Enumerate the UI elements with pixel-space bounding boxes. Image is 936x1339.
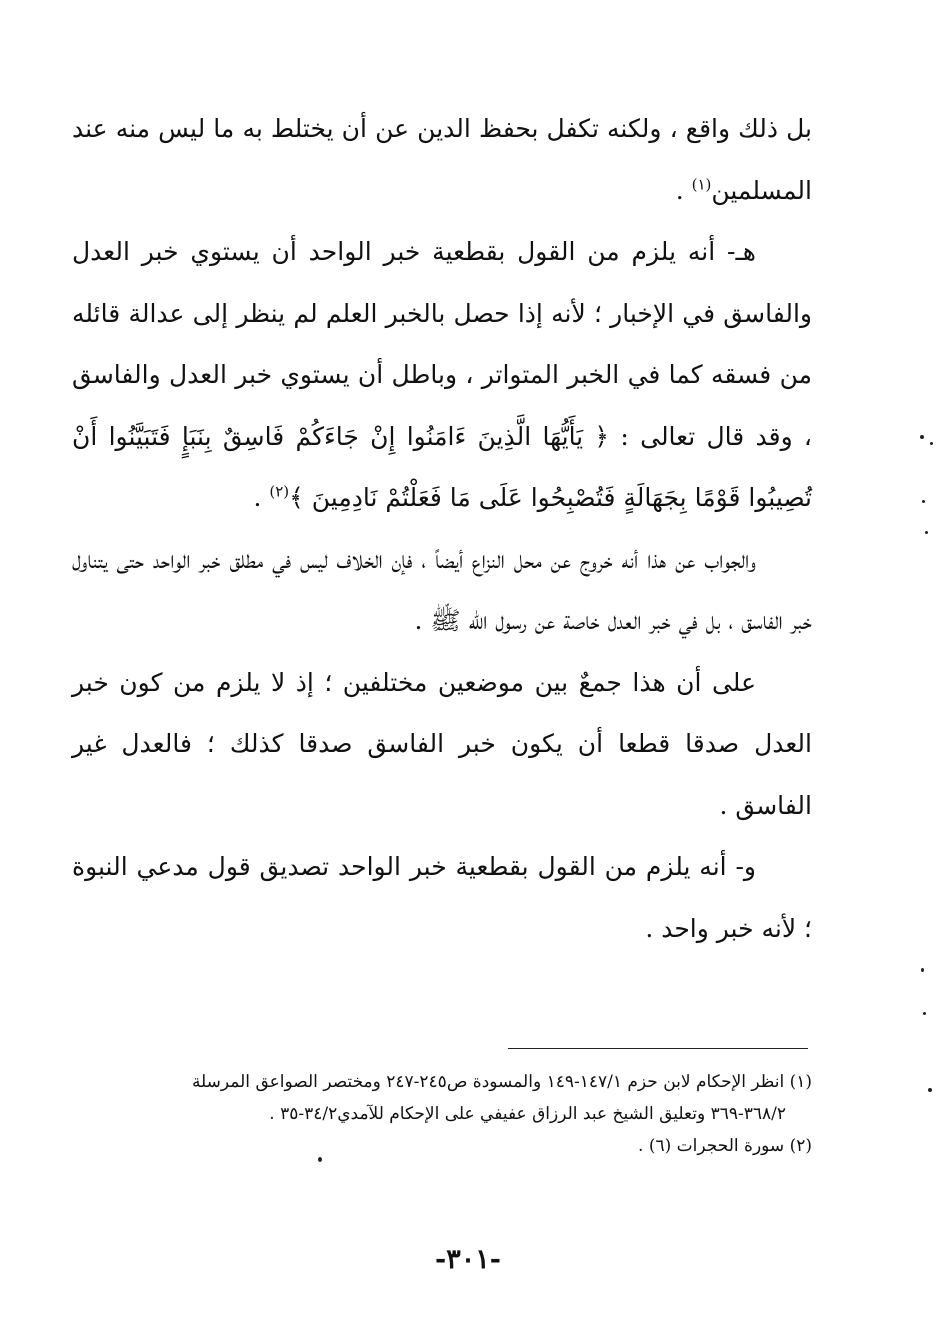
main-text [72, 98, 812, 959]
scan-speck [925, 531, 928, 534]
footnote-1: (١) انظر الإحكام لابن حزم ١٤٧/١-١٤٩ والمسودة ص٢٤٥-٢٤٧ ومختصر الصواعق المرسلة [191, 1072, 812, 1092]
footnote-1-continued: ٣٦٨/٢-٣٦٩ وتعليق الشيخ عبد الرزاق عفيفي على الإحكام للآمدي٣٤/٢-٣٥ . [269, 1104, 786, 1124]
paragraph-3: والجواب عن هذا أنه خروج عن محل النزاع أيضاً ، فإن الخلاف ليس في مطلق خبر الواحد حتى يتناول خبر الفاسق ، بل في خبر العدل خاصة عن رسول الله ﷺ . [72, 544, 812, 635]
footnote-ref-2: (٢) [269, 482, 290, 501]
quran-verse: ﴿ يَأَيُّهَا الَّذِينَ ءَامَنُوا إِنْ جَاءَكُمْ فَاسِقٌ بِنَبَإٍ فَتَبَيَّنُوا أَنْ تُصِيبُوا قَوْمًا بِجَهَالَةٍ فَتُصْبِحُوا عَلَى مَا فَعَلْتُمْ نَادِمِينَ ﴾ [72, 421, 812, 512]
page-number: -٣٠١- [435, 1244, 501, 1275]
paragraph-1: بل ذلك واقع ، ولكنه تكفل بحفظ الدين عن أن يختلط به ما ليس منه عند المسلمين$^{(١)}$ . [72, 114, 812, 205]
footnote-ref-1: (١) [691, 175, 712, 194]
footnote-separator [508, 1048, 808, 1049]
paragraph-5: و- أنه يلزم من القول بقطعية خبر الواحد تصديق قول مدعي النبوة ؛ لأنه خبر واحد . [72, 852, 812, 943]
footnotes [66, 1066, 812, 1162]
scan-speck [318, 1157, 322, 1162]
scan-speck [930, 442, 933, 445]
scan-speck [923, 1012, 926, 1015]
scan-speck [922, 500, 925, 503]
paragraph-2: هـ- أنه يلزم من القول بقطعية خبر الواحد أن يستوي خبر العدل والفاسق في الإخبار ؛ لأنه إذا حصل بالخبر العلم لم ينظر إلى عدالة قائله من فسقه كما في الخبر المتواتر ، وباطل أن يستوي خبر العدل والفاسق ، وقد قال تعالى : ﴿ يَأَيُّهَا الَّذِينَ ءَامَنُوا إِنْ جَاءَكُمْ فَاسِقٌ بِنَبَإٍ فَتَبَيَّنُوا أَنْ تُصِيبُوا قَوْمًا بِجَهَالَةٍ فَتُصْبِحُوا عَلَى مَا فَعَلْتُمْ نَادِمِينَ ﴾$^{(٢)}$ . [72, 237, 813, 512]
scan-speck [920, 435, 924, 439]
scan-speck [921, 968, 924, 972]
footnote-2: (٢) سورة الحجرات (٦) . [638, 1136, 812, 1156]
scan-speck [928, 1088, 932, 1092]
paragraph-4: على أن هذا جمعٌ بين موضعين مختلفين ؛ إذ لا يلزم من كون خبر العدل صدقا قطعا أن يكون خبر الفاسق صدقا كذلك ؛ فالعدل غير الفاسق . [72, 667, 812, 820]
